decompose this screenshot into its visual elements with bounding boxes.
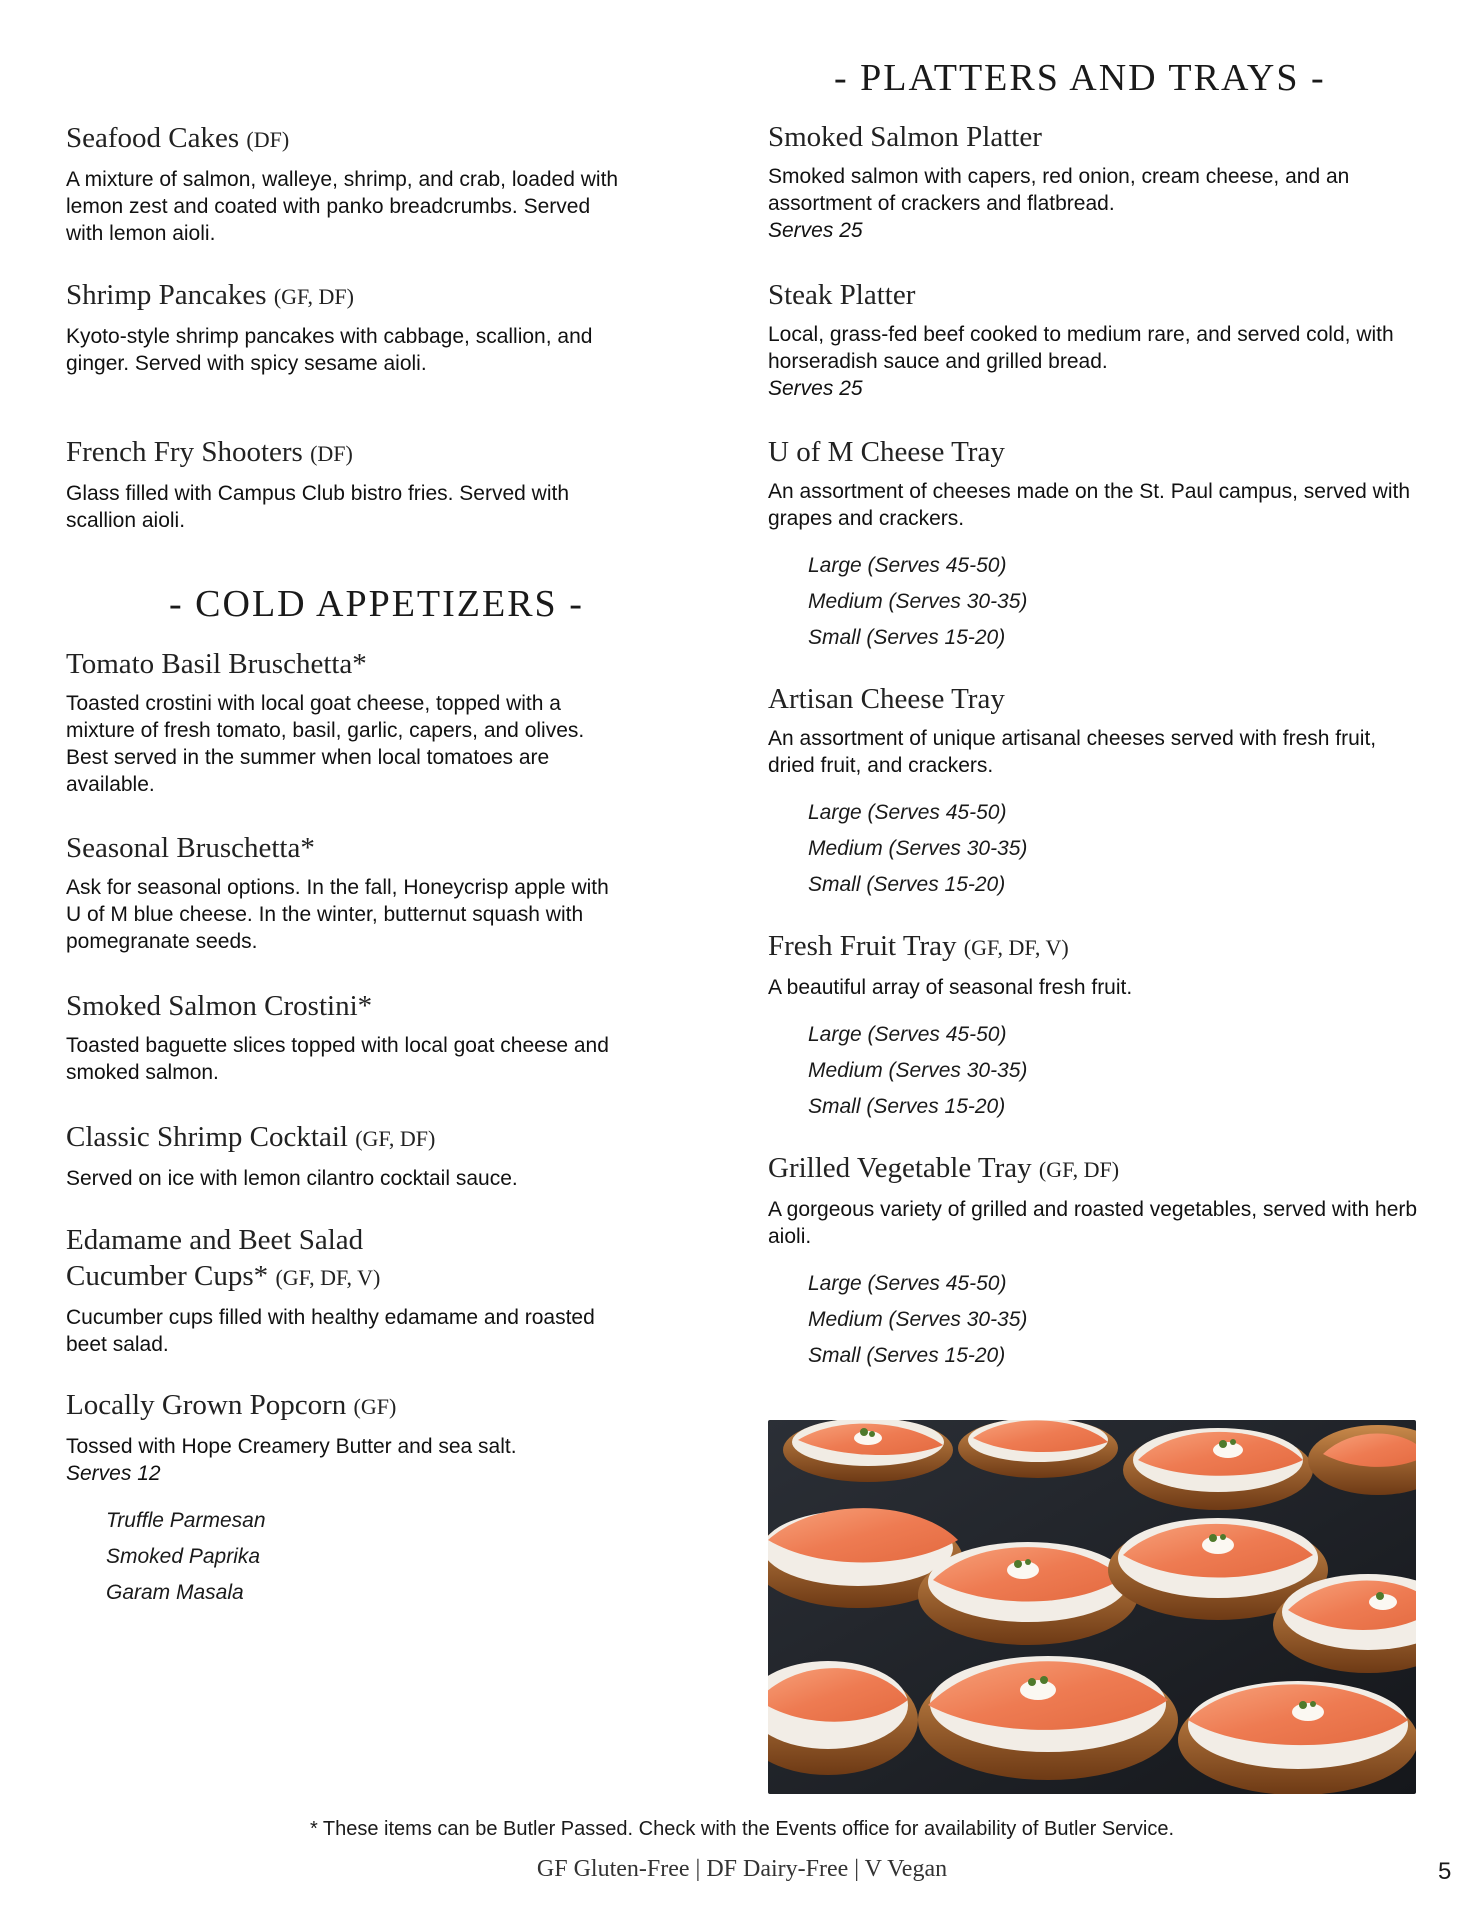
menu-item-seafood-cakes [66, 120, 626, 247]
item-title: Artisan Cheese Tray [768, 683, 1005, 715]
item-title: Classic Shrimp Cocktail (GF, DF) [66, 1121, 436, 1153]
size-option: Medium (Serves 30-35) [808, 837, 1028, 860]
size-option: Small (Serves 15-20) [808, 1344, 1006, 1367]
salmon-photo-illustration [768, 1420, 1416, 1794]
serves-count: Serves 25 [768, 377, 863, 400]
flavor-option: Garam Masala [106, 1581, 244, 1604]
flavor-option: Smoked Paprika [106, 1545, 261, 1568]
item-description: A beautiful array of seasonal fresh fruit. [768, 976, 1133, 999]
menu-item-fresh-fruit-tray [768, 928, 1418, 1125]
flavor-option: Truffle Parmesan [106, 1509, 266, 1532]
menu-item-smoked-salmon-platter [768, 119, 1418, 244]
item-description: Glass filled with Campus Club bistro fries. Served with scallion aioli. [66, 482, 570, 532]
size-option: Medium (Serves 30-35) [808, 1059, 1028, 1082]
menu-item-edamame-cucumber-cups [66, 1222, 626, 1358]
item-title: Seasonal Bruschetta* [66, 832, 315, 864]
size-option: Medium (Serves 30-35) [808, 1308, 1028, 1331]
size-option: Medium (Serves 30-35) [808, 590, 1028, 613]
item-title: Shrimp Pancakes (GF, DF) [66, 279, 354, 311]
item-description: Served on ice with lemon cilantro cocktail sauce. [66, 1167, 518, 1190]
item-title: Tomato Basil Bruschetta* [66, 648, 367, 680]
serves-count: Serves 12 [66, 1462, 161, 1485]
dietary-tags: (GF, DF) [273, 284, 354, 309]
item-title: Seafood Cakes (DF) [66, 122, 290, 154]
item-title: Steak Platter [768, 279, 916, 311]
menu-item-tomato-basil-bruschetta [66, 646, 626, 798]
item-description: Cucumber cups filled with healthy edamame and roasted beet salad. [66, 1306, 595, 1356]
item-title: Smoked Salmon Platter [768, 121, 1042, 153]
item-description: An assortment of unique artisanal cheeses served with fresh fruit, dried fruit, and crackers. [768, 727, 1377, 777]
dietary-tags: (GF, DF, V) [963, 935, 1069, 960]
size-option: Large (Serves 45-50) [808, 1272, 1007, 1295]
item-title: Fresh Fruit Tray (GF, DF, V) [768, 930, 1069, 962]
item-title: Locally Grown Popcorn (GF) [66, 1389, 397, 1421]
item-title: Edamame and Beet Salad Cucumber Cups* (GF, DF, V) [66, 1224, 381, 1292]
size-options [808, 1266, 1418, 1374]
size-option: Large (Serves 45-50) [808, 1023, 1007, 1046]
item-description: An assortment of cheeses made on the St. Paul campus, served with grapes and crackers. [768, 480, 1410, 530]
flavor-options [106, 1503, 626, 1611]
menu-item-locally-grown-popcorn [66, 1387, 626, 1611]
item-title: French Fry Shooters (DF) [66, 436, 353, 468]
page-number: 5 [1438, 1858, 1452, 1885]
menu-item-french-fry-shooters [66, 434, 626, 534]
size-option: Small (Serves 15-20) [808, 626, 1006, 649]
size-option: Small (Serves 15-20) [808, 1095, 1006, 1118]
dietary-tags: (GF, DF) [1038, 1157, 1120, 1182]
menu-item-seasonal-bruschetta [66, 830, 626, 955]
item-title: Smoked Salmon Crostini* [66, 990, 373, 1022]
item-description: Toasted baguette slices topped with local goat cheese and smoked salmon. [66, 1034, 609, 1084]
platters-and-trays-heading: - PLATTERS AND TRAYS - [834, 57, 1326, 99]
dietary-legend: GF Gluten-Free | DF Dairy-Free | V Vegan [536, 1856, 948, 1882]
dietary-tags: (DF) [246, 127, 290, 152]
item-description: A gorgeous variety of grilled and roasted vegetables, served with herb aioli. [768, 1198, 1418, 1248]
serves-count: Serves 25 [768, 219, 863, 242]
item-description: Ask for seasonal options. In the fall, Honeycrisp apple with U of M blue cheese. In the winter, butternut squash with pomegranate seeds. [66, 876, 609, 953]
item-title: Grilled Vegetable Tray (GF, DF) [768, 1152, 1120, 1184]
menu-item-grilled-vegetable-tray [768, 1150, 1418, 1374]
butler-passed-note: * These items can be Butler Passed. Check with the Events office for availability of Butler Service. [309, 1818, 1175, 1840]
size-options [808, 1017, 1418, 1125]
menu-item-classic-shrimp-cocktail [66, 1119, 626, 1192]
size-options [808, 548, 1418, 656]
item-description: Local, grass-fed beef cooked to medium rare, and served cold, with horseradish sauce and grilled bread. Serves 25 [768, 323, 1394, 400]
menu-item-steak-platter [768, 277, 1418, 402]
size-options [808, 795, 1418, 903]
item-title: U of M Cheese Tray [768, 436, 1005, 468]
dietary-tags: (GF) [353, 1394, 397, 1419]
item-description: Smoked salmon with capers, red onion, cream cheese, and an assortment of crackers and flatbread. Serves 25 [768, 165, 1350, 242]
menu-item-uofm-cheese-tray [768, 434, 1418, 656]
item-description: Toasted crostini with local goat cheese, topped with a mixture of fresh tomato, basil, garlic, capers, and olives. Best served in the summer when local tomatoes are available. [66, 692, 585, 796]
dietary-tags: (DF) [310, 441, 353, 466]
dietary-tags: (GF, DF) [355, 1126, 436, 1151]
dietary-tags: (GF, DF, V) [275, 1265, 381, 1290]
menu-item-smoked-salmon-crostini [66, 988, 626, 1086]
smoked-salmon-crostini-photo [768, 1420, 1416, 1794]
item-description: Kyoto-style shrimp pancakes with cabbage, scallion, and ginger. Served with spicy sesame aioli. [66, 325, 593, 375]
item-description: A mixture of salmon, walleye, shrimp, and crab, loaded with lemon zest and coated with panko breadcrumbs. Served with lemon aioli. [66, 168, 619, 245]
menu-item-artisan-cheese-tray [768, 681, 1418, 903]
cold-appetizers-heading: - COLD APPETIZERS - [169, 583, 584, 625]
size-option: Small (Serves 15-20) [808, 873, 1006, 896]
size-option: Large (Serves 45-50) [808, 801, 1007, 824]
menu-item-shrimp-pancakes [66, 277, 626, 377]
size-option: Large (Serves 45-50) [808, 554, 1007, 577]
item-description: Tossed with Hope Creamery Butter and sea salt. Serves 12 [66, 1435, 517, 1485]
